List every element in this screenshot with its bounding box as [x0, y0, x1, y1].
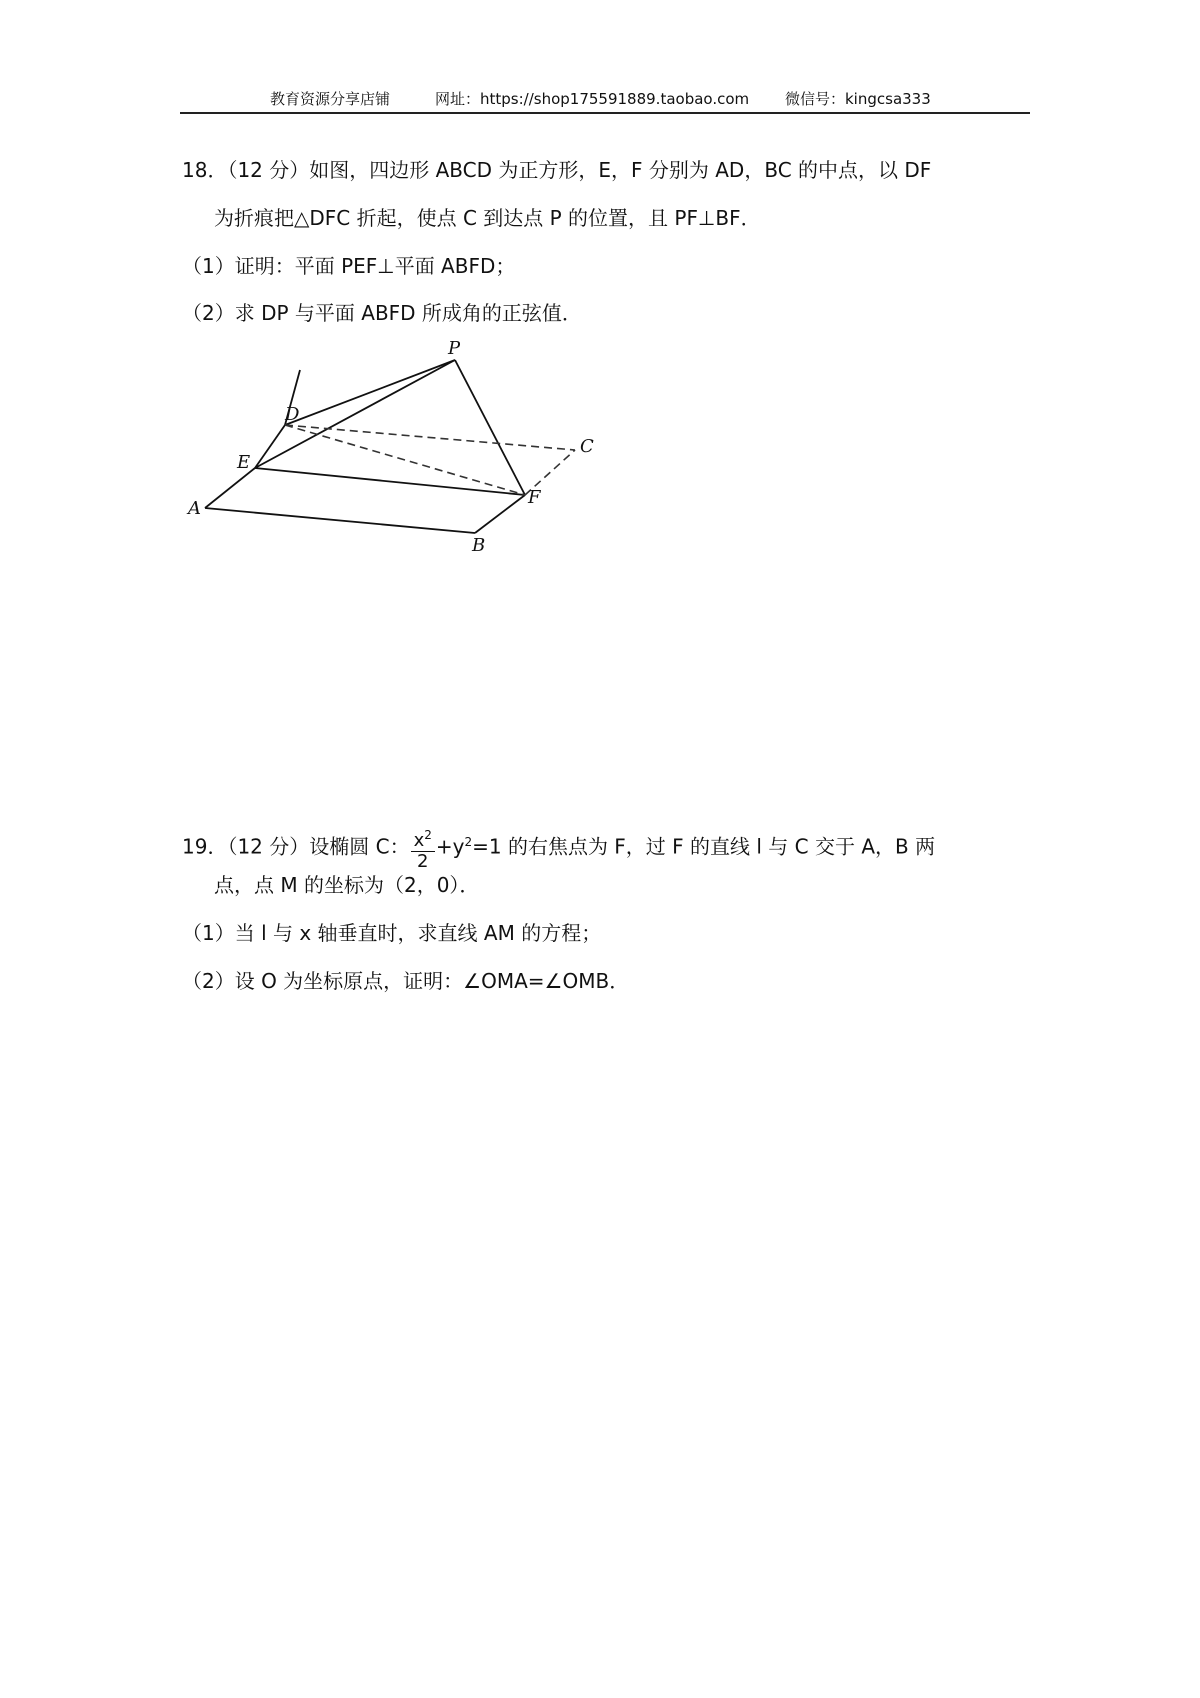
q18-part2: （2）求 DP 与平面 ABFD 所成角的正弦值．	[182, 301, 582, 325]
folded-square-figure	[180, 340, 620, 560]
q18-part1: （1）证明：平面 PEF⊥平面 ABFD；	[182, 254, 516, 278]
q19-y-exponent: 2	[464, 835, 473, 849]
q19-fraction	[411, 825, 435, 872]
edge-E-F	[255, 468, 525, 495]
q19-part2: （2）设 O 为坐标原点，证明：∠OMA=∠OMB．	[182, 969, 630, 993]
q19-prefix: 19．（12 分）设椭圆 C：	[182, 834, 410, 859]
label-P: P	[448, 340, 461, 359]
q19-line2: 点，点 M 的坐标为（2，0）．	[214, 873, 480, 897]
header-shop: 教育资源分享店铺	[270, 90, 391, 108]
q19-suffix: =1 的右焦点为 F，过 F 的直线 l 与 C 交于 A，B 两	[472, 834, 936, 859]
edge-D-E	[255, 425, 285, 468]
page-header	[180, 84, 1030, 114]
label-D: D	[285, 404, 300, 425]
label-C: C	[580, 436, 594, 457]
label-A: A	[188, 498, 201, 519]
q19-part1: （1）当 l 与 x 轴垂直时，求直线 AM 的方程；	[182, 921, 602, 945]
edge-E-A	[205, 468, 255, 508]
label-F: F	[528, 487, 541, 508]
label-B: B	[472, 535, 486, 556]
fraction-numerator: $x^2$	[411, 825, 435, 852]
q18-line2: 为折痕把△DFC 折起，使点 C 到达点 P 的位置，且 PF⊥BF．	[214, 206, 761, 230]
edge-P-F	[455, 360, 525, 495]
label-E: E	[237, 452, 251, 473]
q18-line1: 18．（12 分）如图，四边形 ABCD 为正方形，E，F 分别为 AD，BC 的中点，以 DF	[182, 158, 932, 182]
q19-line1	[182, 812, 935, 877]
q19-plus-y: +y	[435, 834, 465, 859]
fraction-denominator: 2	[417, 850, 429, 872]
edge-A-B	[205, 508, 475, 533]
header-wechat: 微信号：kingcsa333	[785, 90, 931, 108]
edge-B-F	[475, 495, 525, 533]
header-url[interactable]: 网址：https://shop175591889.taobao.com	[435, 90, 750, 108]
edge-D-P-top	[285, 360, 455, 425]
